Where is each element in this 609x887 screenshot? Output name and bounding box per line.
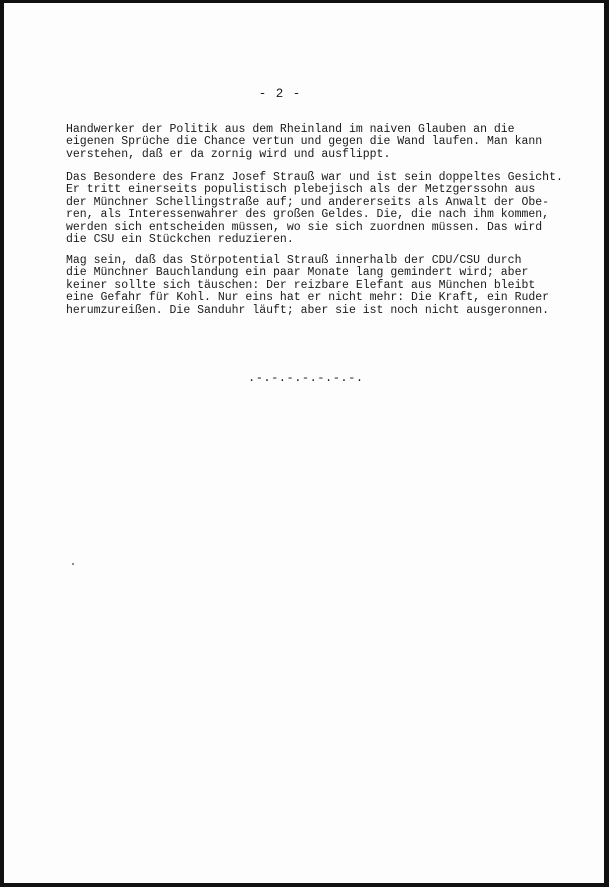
paragraph-2: Das Besondere des Franz Josef Strauß war und ist sein doppeltes Gesicht. Er tritt einerseits populistisch plebejisch als der Metzgerssohn aus der Münchner Schellingstraße auf; und andererseits als Anwalt der Obe- ren, als Interessenwahrer des großen Geldes. Die, die nach ihm kommen, werden sich entscheiden müssen, wo sie sich zuordnen müssen. Das wird die CSU ein Stückchen reduzieren. <box>66 171 563 247</box>
scan-speck <box>72 563 74 565</box>
paragraph-1: Handwerker der Politik aus dem Rheinland im naiven Glauben an die eigenen Sprüche die Chance vertun und gegen die Wand laufen. Man kann verstehen, daß er da zornig wird und ausflippt. <box>66 123 543 161</box>
section-divider: .-.-.-.-.-.-.-. <box>248 371 364 385</box>
paragraph-3: Mag sein, daß das Störpotential Strauß innerhalb der CDU/CSU durch die Münchner Bauchlandung ein paar Monate lang gemindert wird; aber keiner sollte sich täuschen: Der reizbare Elefant aus München bleibt eine Gefahr für Kohl. Nur eins hat er nicht mehr: Die Kraft, ein Ruder herumzureißen. Die Sanduhr läuft; aber sie ist noch nicht ausgeronnen. <box>66 254 550 317</box>
page-number: - 2 - <box>258 87 302 101</box>
